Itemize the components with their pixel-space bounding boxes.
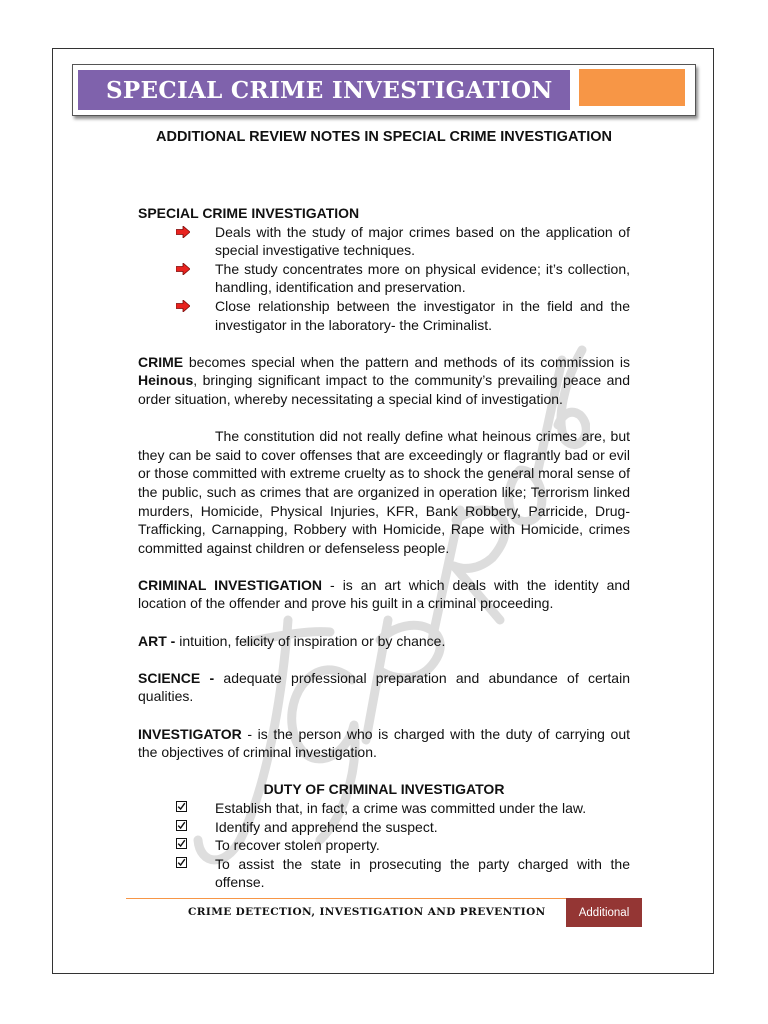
list-item: Identify and apprehend the suspect. bbox=[138, 818, 630, 837]
list-item: Establish that, in fact, a crime was committed under the law. bbox=[138, 799, 630, 818]
document-body bbox=[138, 204, 630, 892]
list-item: To assist the state in prosecuting the party charged with the offense. bbox=[138, 855, 630, 892]
duty-heading: DUTY OF CRIMINAL INVESTIGATOR bbox=[263, 781, 505, 798]
list-item: To recover stolen property. bbox=[138, 836, 630, 855]
red-arrow-icon bbox=[176, 226, 190, 238]
checkbox-checked-icon bbox=[176, 838, 187, 849]
header-accent-block bbox=[579, 69, 685, 106]
document-subtitle: ADDITIONAL REVIEW NOTES IN SPECIAL CRIME INVESTIGATION bbox=[156, 129, 612, 145]
science-definition: SCIENCE - adequate professional preparation and abundance of certain qualities. bbox=[138, 669, 630, 705]
duty-checklist bbox=[138, 799, 630, 892]
list-item: Close relationship between the investigator in the field and the investigator in the laboratory- the Criminalist. bbox=[138, 297, 630, 334]
list-item: Deals with the study of major crimes based on the application of special investigative techniques. bbox=[138, 223, 630, 260]
footer-title: CRIME DETECTION, INVESTIGATION AND PREVENTION bbox=[188, 906, 546, 918]
list-item: The study concentrates more on physical evidence; it’s collection, handling, identification and preservation. bbox=[138, 260, 630, 297]
constitution-paragraph: The constitution did not really define what heinous crimes are, but they can be said to cover offenses that are exceedingly or flagrantly bad or evil or those committed with extreme cruelty as to shock the general moral sense of the public, such as crimes that are organized in operation like; Terrorism linked murders, Homicide, Physical Injuries, KFR, Bank Robbery, Parricide, Drug-Trafficking, Carnapping, Robbery with Homicide, Rape with Homicide, crimes committed against children or defenseless people. bbox=[138, 428, 630, 556]
page-title: SPECIAL CRIME INVESTIGATION bbox=[106, 76, 553, 104]
footer-badge: Additional bbox=[566, 898, 642, 927]
header-banner bbox=[78, 70, 570, 110]
red-arrow-icon bbox=[176, 300, 190, 312]
art-definition: ART - intuition, felicity of inspiration or by chance. bbox=[138, 632, 446, 649]
red-arrow-icon bbox=[176, 263, 190, 275]
checkbox-checked-icon bbox=[176, 801, 187, 812]
criminal-investigation-definition: CRIMINAL INVESTIGATION - is an art which deals with the identity and location of the offender and prove his guilt in a criminal proceeding. bbox=[138, 576, 630, 612]
checkbox-checked-icon bbox=[176, 857, 187, 868]
crime-definition: CRIME becomes special when the pattern and methods of its commission is Heinous, bringing significant impact to the community’s prevailing peace and order situation, whereby necessitating a special kind of investigation. bbox=[138, 353, 630, 407]
checkbox-checked-icon bbox=[176, 820, 187, 831]
special-crime-bullets bbox=[138, 223, 630, 335]
investigator-definition: INVESTIGATOR - is the person who is charged with the duty of carrying out the objectives of criminal investigation. bbox=[138, 725, 630, 761]
section-heading-special-crime: SPECIAL CRIME INVESTIGATION bbox=[138, 205, 360, 221]
footer-divider bbox=[126, 898, 566, 899]
